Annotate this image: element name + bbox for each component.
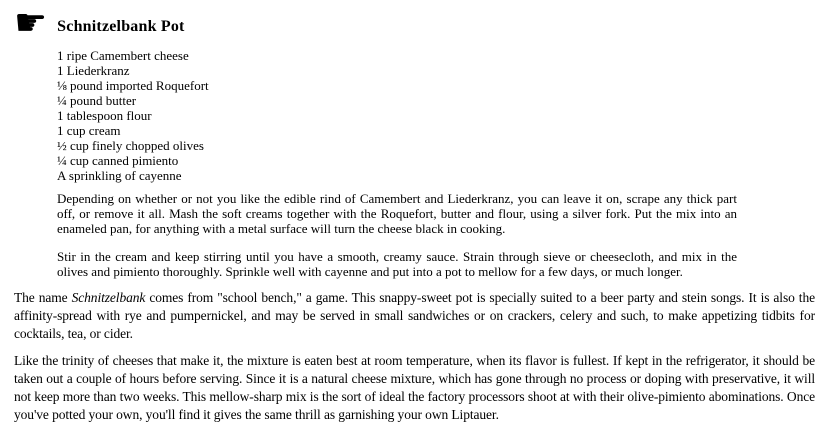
ingredient-line: 1 Liederkranz <box>57 63 130 78</box>
recipe-title: Schnitzelbank Pot <box>57 18 185 35</box>
ingredient-line: 1 tablespoon flour <box>57 108 152 123</box>
ingredient-line: ½ cup finely chopped olives <box>57 138 204 153</box>
commentary-section <box>14 289 815 424</box>
commentary-text: The name <box>14 290 72 305</box>
ingredient-line: 1 cup cream <box>57 123 121 138</box>
italic-term: Schnitzelbank <box>71 290 146 305</box>
instructions-section <box>57 191 737 279</box>
commentary-paragraph: Like the trinity of cheeses that make it, the mixture is eaten best at room temperature, when its flavor is fullest. If kept in the refrigerator, it should be taken out a couple of hours before serving. Since it is a natural cheese mixture, which has gone through no process or doping with preservative, it will not keep more than two weeks. This mellow-sharp mix is the sort of ideal the factory processors shoot at with their olive-pimiento abominations. Once you've potted your own, you'll find it gives the same thrill as garnishing your own Liptauer. <box>14 353 815 422</box>
commentary-paragraph <box>14 289 815 343</box>
instruction-paragraph: Depending on whether or not you like the edible rind of Camembert and Liederkranz, you can leave it on, scrape any thick part off, or remove it all. Mash the soft creams together with the Roquefort, butter and flour, using a silver fork. Put the mix into an enameled pan, for anything with a metal surface will turn the cheese black in cooking. <box>57 191 737 236</box>
ingredient-line: ¼ pound butter <box>57 93 137 108</box>
ingredient-line: ⅛ pound imported Roquefort <box>57 78 209 93</box>
ingredient-line: A sprinkling of cayenne <box>57 168 182 183</box>
instruction-paragraph: Stir in the cream and keep stirring until you have a smooth, creamy sauce. Strain through sieve or cheesecloth, and mix in the olives and pimiento thoroughly. Sprinkle well with cayenne and put into a pot to mellow for a few days, or much longer. <box>57 249 737 279</box>
recipe-header <box>0 0 829 44</box>
manicule-right-icon: ☛ <box>14 1 48 44</box>
ingredient-list <box>57 48 829 183</box>
ingredient-line: 1 ripe Camembert cheese <box>57 48 189 63</box>
commentary-text: comes from "school bench," a game. This snappy-sweet pot is specially suited to a beer party and stein songs. It is also the affinity-spread with rye and pumpernickel, and may be served in small sandwiches or on crackers, celery and such, to make appetizing tidbits for cocktails, tea, or cider. <box>14 290 815 341</box>
ingredient-line: ¼ cup canned pimiento <box>57 153 179 168</box>
